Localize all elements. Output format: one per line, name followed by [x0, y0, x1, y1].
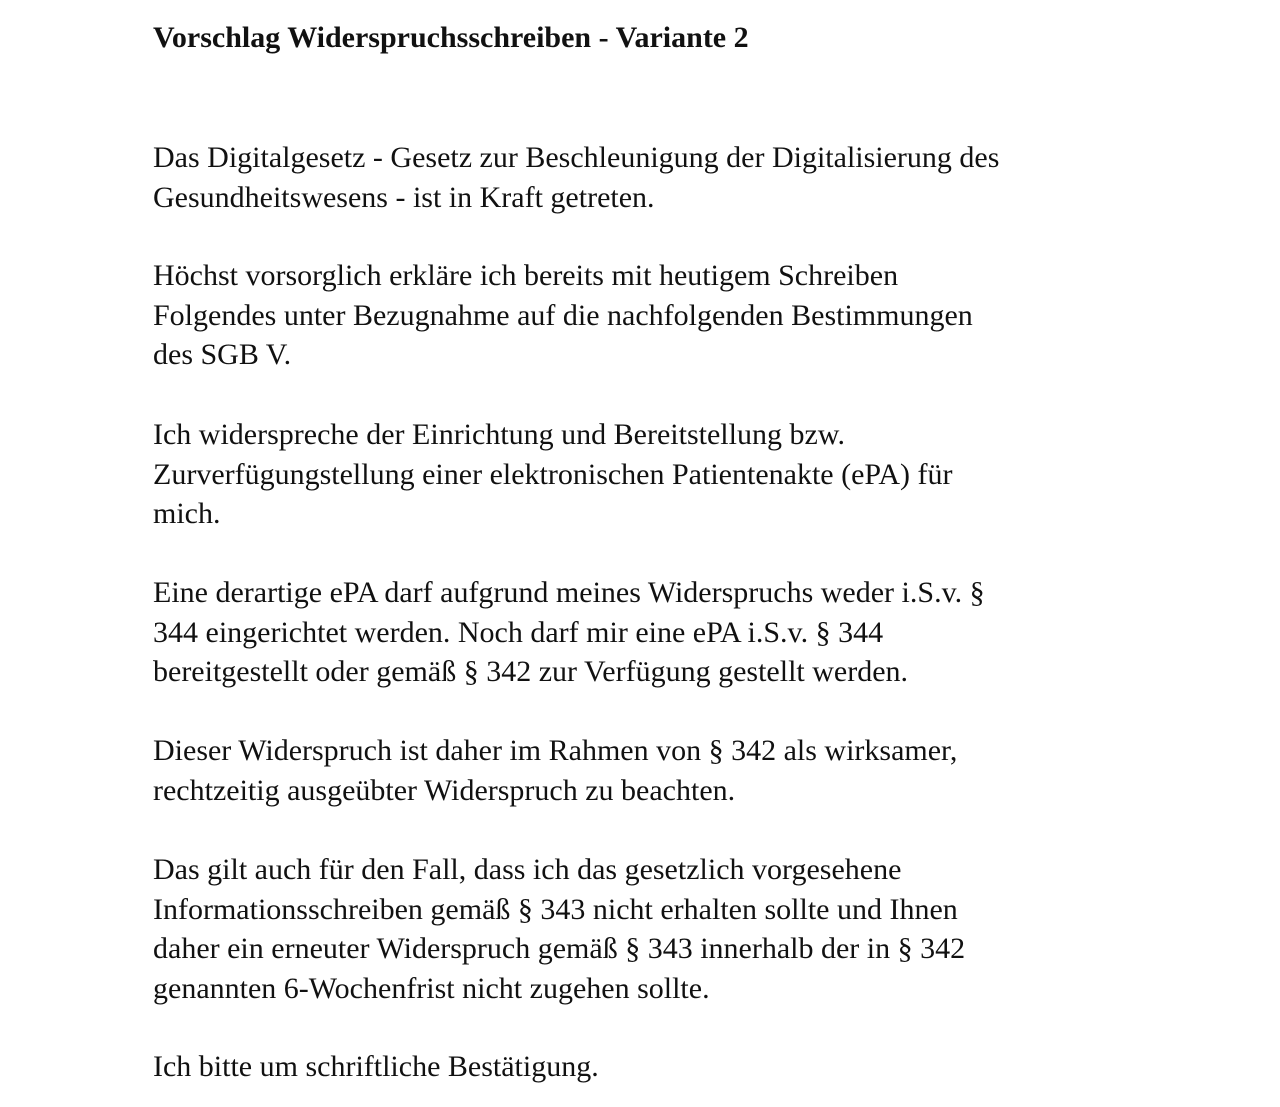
paragraph-validity: [153, 731, 1153, 810]
paragraph-line: Zurverfügungstellung einer elektronischen Patientenakte (ePA) für: [153, 457, 953, 491]
paragraph-line: Eine derartige ePA darf aufgrund meines Widerspruchs weder i.S.v. §: [153, 576, 985, 609]
paragraph-line: Gesundheitswesens - ist in Kraft getreten.: [153, 180, 655, 214]
paragraph-line: bereitgestellt oder gemäß § 342 zur Verfügung gestellt werden.: [153, 655, 909, 688]
paragraph-line: 344 eingerichtet werden. Noch darf mir eine ePA i.S.v. § 344: [153, 615, 884, 649]
paragraph-epa-restrictions: [153, 573, 1153, 692]
paragraph-line: Dieser Widerspruch ist daher im Rahmen von § 342 als wirksamer,: [153, 734, 958, 767]
paragraph-line: Informationsschreiben gemäß § 343 nicht erhalten sollte und Ihnen: [153, 892, 958, 926]
paragraph-line: rechtzeitig ausgeübter Widerspruch zu beachten.: [153, 773, 736, 807]
paragraph-objection: [153, 415, 1153, 534]
paragraph-line: Das Digitalgesetz - Gesetz zur Beschleunigung der Digitalisierung des: [153, 141, 1000, 174]
paragraph-line: Folgendes unter Bezugnahme auf die nachfolgenden Bestimmungen: [153, 298, 973, 332]
paragraph-line: Das gilt auch für den Fall, dass ich das gesetzlich vorgesehene: [153, 853, 902, 886]
paragraph-information-letter: [153, 850, 1153, 1008]
paragraph-law-in-force: [153, 138, 1153, 217]
paragraph-confirmation-request: [153, 1047, 1153, 1087]
paragraph-line: Ich widerspreche der Einrichtung und Bereitstellung bzw.: [153, 418, 845, 451]
paragraph-line: des SGB V.: [153, 338, 292, 371]
paragraph-line: genannten 6-Wochenfrist nicht zugehen sollte.: [153, 971, 710, 1005]
document-title: Vorschlag Widerspruchsschreiben - Variante 2: [153, 21, 749, 54]
paragraph-line: Ich bitte um schriftliche Bestätigung.: [153, 1050, 599, 1083]
paragraph-line: Höchst vorsorglich erkläre ich bereits mit heutigem Schreiben: [153, 259, 899, 292]
paragraph-line: mich.: [153, 497, 221, 530]
paragraph-declaration: [153, 256, 1153, 375]
paragraph-line: daher ein erneuter Widerspruch gemäß § 343 innerhalb der in § 342: [153, 932, 966, 965]
